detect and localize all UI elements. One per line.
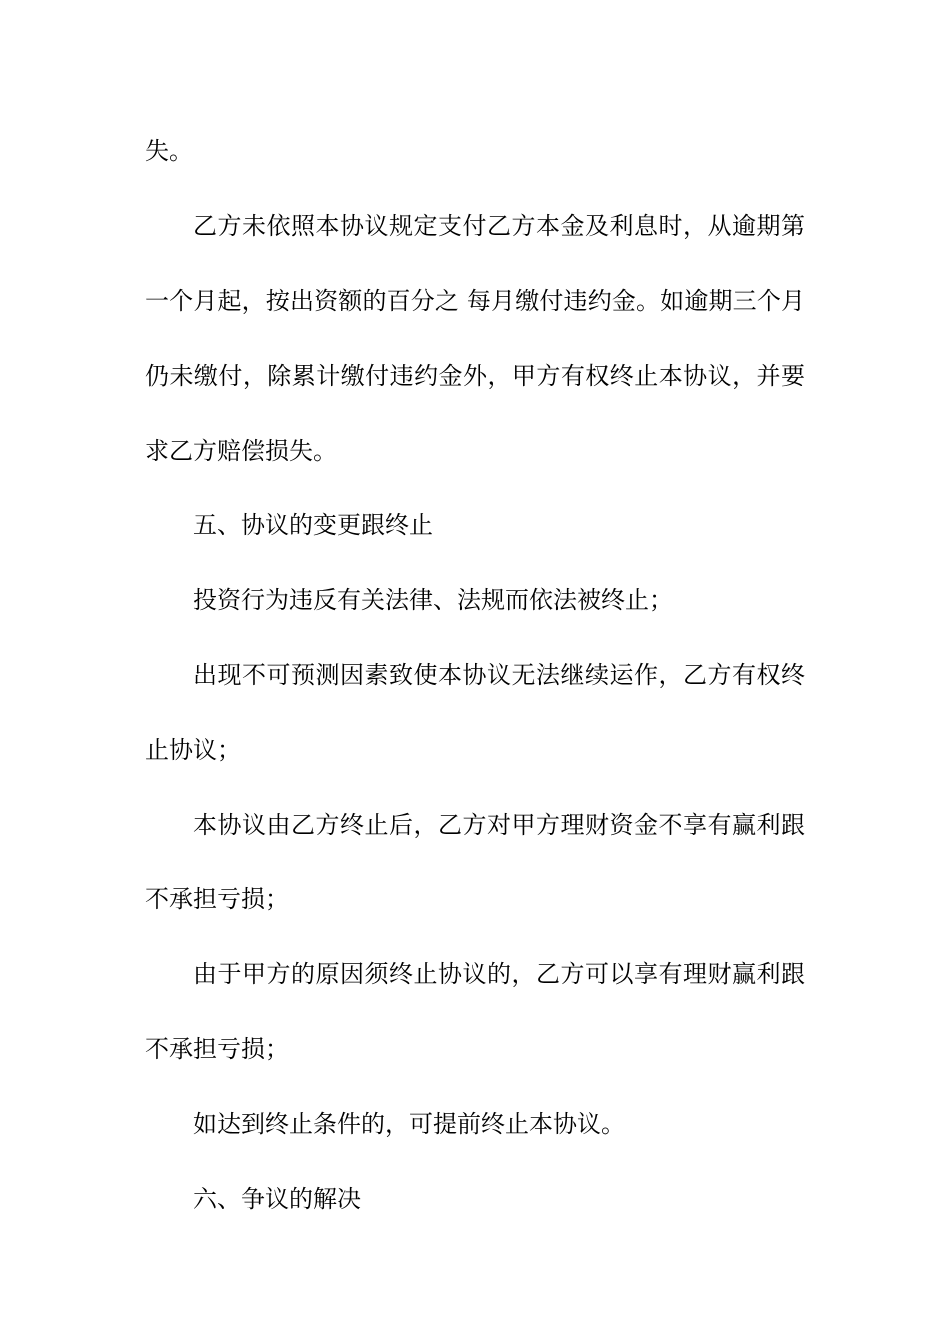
section-heading-6: 六、争议的解决 — [193, 1185, 361, 1213]
text-line-12: 由于甲方的原因须终止协议的，乙方可以享有理财赢利跟 — [193, 960, 805, 988]
text-line-4: 仍未缴付，除累计缴付违约金外，甲方有权终止本协议，并要 — [145, 362, 805, 390]
text-line-11: 不承担亏损； — [145, 885, 289, 913]
text-line-14: 如达到终止条件的，可提前终止本协议。 — [193, 1110, 625, 1138]
text-line-9: 止协议； — [145, 736, 241, 764]
text-line-5: 求乙方赔偿损失。 — [145, 437, 337, 465]
text-line-3: 一个月起，按出资额的百分之 每月缴付违约金。如逾期三个月 — [145, 287, 805, 315]
text-line-8: 出现不可预测因素致使本协议无法继续运作，乙方有权终 — [193, 661, 805, 689]
section-heading-5: 五、协议的变更跟终止 — [193, 511, 433, 539]
text-line-10: 本协议由乙方终止后，乙方对甲方理财资金不享有赢利跟 — [193, 811, 805, 839]
text-line-1: 失。 — [145, 137, 193, 165]
text-line-13: 不承担亏损； — [145, 1035, 289, 1063]
text-line-2: 乙方未依照本协议规定支付乙方本金及利息时，从逾期第 — [193, 212, 805, 240]
text-line-7: 投资行为违反有关法律、法规而依法被终止； — [193, 586, 673, 614]
